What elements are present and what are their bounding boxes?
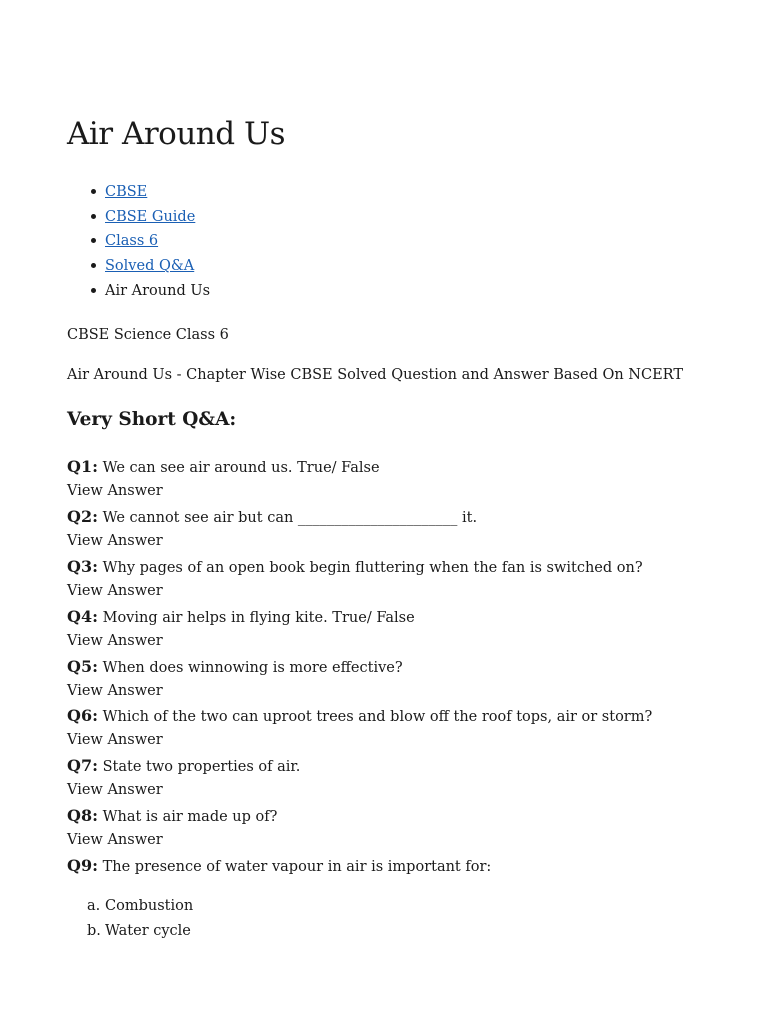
- question-number: Q3:: [67, 556, 98, 576]
- question-number: Q1:: [67, 457, 98, 476]
- question-number: Q4:: [67, 606, 98, 626]
- breadcrumb-current-label: Air Around Us: [105, 282, 211, 299]
- breadcrumb-link-class-6[interactable]: Class 6: [105, 233, 159, 250]
- question-9: [67, 853, 747, 878]
- view-answer-button[interactable]: View Answer: [67, 782, 163, 799]
- option-item: [87, 894, 193, 919]
- question-number: Q9:: [67, 856, 98, 876]
- breadcrumb-link-cbse[interactable]: CBSE: [105, 184, 148, 200]
- option-text: Combustion: [105, 898, 194, 914]
- qa-item-8: [67, 803, 747, 853]
- question-text: When does winnowing is more effective?: [102, 659, 403, 676]
- question-2: [67, 504, 747, 529]
- qa-item-5: [67, 654, 747, 704]
- question-4: [67, 604, 747, 629]
- answer-options: [87, 894, 193, 943]
- section-heading: Very Short Q&A:: [67, 409, 237, 430]
- course-subtitle: CBSE Science Class 6: [67, 327, 229, 343]
- view-answer-button[interactable]: View Answer: [67, 632, 163, 649]
- breadcrumb-link-cbse-guide[interactable]: CBSE Guide: [105, 208, 196, 225]
- qa-list: [67, 454, 747, 903]
- question-text: We can see air around us. True/ False: [102, 460, 380, 476]
- question-number: Q8:: [67, 806, 98, 826]
- question-text: What is air made up of?: [102, 809, 278, 826]
- qa-item-3: [67, 554, 747, 604]
- page-title: Air Around Us: [67, 116, 286, 152]
- breadcrumb-item-cbse-guide: [87, 205, 210, 230]
- question-text: Which of the two can uproot trees and blow off the roof tops, air or storm?: [102, 709, 653, 726]
- view-answer-button[interactable]: View Answer: [67, 532, 163, 549]
- option-marker: a.: [87, 898, 101, 914]
- question-8: [67, 803, 747, 828]
- question-number: Q2:: [67, 506, 98, 526]
- question-3: [67, 554, 747, 579]
- qa-item-7: [67, 753, 747, 803]
- view-answer-button[interactable]: View Answer: [67, 832, 163, 849]
- qa-item-2: [67, 504, 747, 554]
- question-6: [67, 703, 747, 728]
- qa-item-4: [67, 604, 747, 654]
- question-text: State two properties of air.: [102, 759, 301, 776]
- question-5: [67, 654, 747, 679]
- option-marker: b.: [87, 922, 101, 939]
- question-number: Q5:: [67, 656, 98, 676]
- breadcrumb-item-current: [87, 279, 210, 304]
- question-number: Q7:: [67, 756, 98, 776]
- view-answer-button[interactable]: View Answer: [67, 582, 163, 599]
- view-answer-button[interactable]: View Answer: [67, 732, 163, 749]
- question-text: Moving air helps in flying kite. True/ False: [102, 609, 415, 626]
- view-answer-button[interactable]: View Answer: [67, 682, 163, 699]
- view-answer-button[interactable]: View Answer: [67, 483, 163, 499]
- question-text: The presence of water vapour in air is important for:: [102, 859, 492, 876]
- breadcrumb: [87, 180, 210, 303]
- question-7: [67, 753, 747, 778]
- breadcrumb-link-solved-qa[interactable]: Solved Q&A: [105, 258, 195, 275]
- option-text: Water cycle: [105, 922, 191, 939]
- breadcrumb-item-solved-qa: [87, 254, 210, 279]
- breadcrumb-item-cbse: [87, 180, 210, 205]
- question-1: [67, 454, 747, 479]
- question-number: Q6:: [67, 706, 98, 726]
- breadcrumb-item-class-6: [87, 229, 210, 254]
- chapter-description: Air Around Us - Chapter Wise CBSE Solved Question and Answer Based On NCERT: [67, 367, 683, 383]
- question-text: Why pages of an open book begin fluttering when the fan is switched on?: [102, 559, 643, 576]
- question-text: We cannot see air but can ______________________ it.: [102, 509, 478, 526]
- option-item: [87, 919, 193, 944]
- qa-item-6: [67, 703, 747, 753]
- qa-item-1: [67, 454, 747, 504]
